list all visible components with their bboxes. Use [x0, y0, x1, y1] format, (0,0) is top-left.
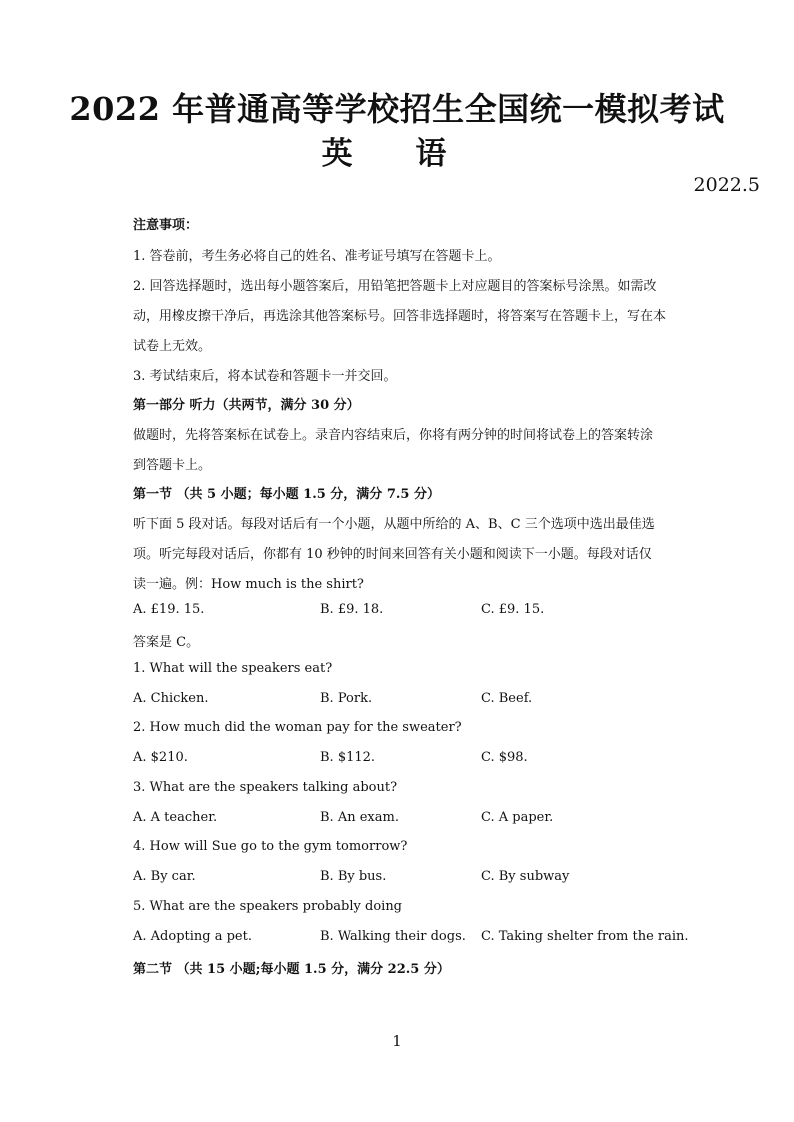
- q5-option-b: B. Walking their dogs.: [320, 929, 466, 944]
- question-1: 1. What will the speakers eat?: [133, 661, 333, 676]
- example-answer: 答案是 C。: [133, 635, 200, 650]
- q3-option-a: A. A teacher.: [133, 810, 218, 825]
- q4-option-b: B. By bus.: [320, 869, 387, 884]
- q2-option-a: A. $210.: [133, 750, 188, 765]
- q4-option-c: C. By subway: [481, 869, 570, 884]
- exam-title: 2022 年普通高等学校招生全国统一模拟考试: [69, 90, 725, 128]
- section1-intro: 听下面 5 段对话。每段对话后有一个小题，从题中所给的 A、B、C 三个选项中选出最佳选: [133, 517, 655, 532]
- exam-date: 2022.5: [693, 174, 760, 196]
- notice-item: 动，用橡皮擦干净后，再选涂其他答案标号。回答非选择题时，将答案写在答题卡上，写在本: [133, 309, 667, 324]
- q4-option-a: A. By car.: [133, 869, 196, 884]
- example-option-a: A. £19. 15.: [133, 602, 205, 617]
- question-5: 5. What are the speakers probably doing: [133, 899, 403, 914]
- q1-option-c: C. Beef.: [481, 691, 533, 706]
- notice-item: 2. 回答选择题时，选出每小题答案后，用铅笔把答题卡上对应题目的答案标号涂黑。如需改: [133, 279, 657, 294]
- page-number: 1: [392, 1032, 402, 1050]
- part1-intro: 做题时，先将答案标在试卷上。录音内容结束后，你将有两分钟的时间将试卷上的答案转涂: [133, 428, 654, 443]
- q5-option-a: A. Adopting a pet.: [133, 929, 252, 944]
- q2-option-b: B. $112.: [320, 750, 376, 765]
- example-option-b: B. £9. 18.: [320, 602, 384, 617]
- notice-item: 试卷上无效。: [133, 339, 212, 354]
- section1-intro: 项。听完每段对话后，你都有 10 秒钟的时间来回答有关小题和阅读下一小题。每段对话仅: [133, 547, 652, 562]
- section1-heading: 第一节 （共 5 小题；每小题 1.5 分，满分 7.5 分）: [133, 487, 440, 502]
- q5-option-c: C. Taking shelter from the rain.: [481, 929, 689, 944]
- part1-heading: 第一部分 听力（共两节，满分 30 分）: [133, 398, 360, 413]
- q1-option-a: A. Chicken.: [133, 691, 209, 706]
- section1-intro: 读一遍。例：How much is the shirt?: [133, 577, 364, 592]
- notice-item: 3. 考试结束后，将本试卷和答题卡一并交回。: [133, 369, 397, 384]
- part1-intro: 到答题卡上。: [133, 458, 212, 473]
- example-option-c: C. £9. 15.: [481, 602, 545, 617]
- section2-heading: 第二节 （共 15 小题;每小题 1.5 分，满分 22.5 分）: [133, 962, 450, 977]
- question-4: 4. How will Sue go to the gym tomorrow?: [133, 839, 408, 854]
- q1-option-b: B. Pork.: [320, 691, 373, 706]
- q3-option-b: B. An exam.: [320, 810, 399, 825]
- q3-option-c: C. A paper.: [481, 810, 554, 825]
- subject-title: 英 语: [321, 136, 473, 172]
- notice-item: 1. 答卷前，考生务必将自己的姓名、准考证号填写在答题卡上。: [133, 249, 501, 264]
- notice-heading: 注意事项：: [133, 218, 199, 233]
- q2-option-c: C. $98.: [481, 750, 528, 765]
- question-2: 2. How much did the woman pay for the sweater?: [133, 720, 462, 735]
- question-3: 3. What are the speakers talking about?: [133, 780, 398, 795]
